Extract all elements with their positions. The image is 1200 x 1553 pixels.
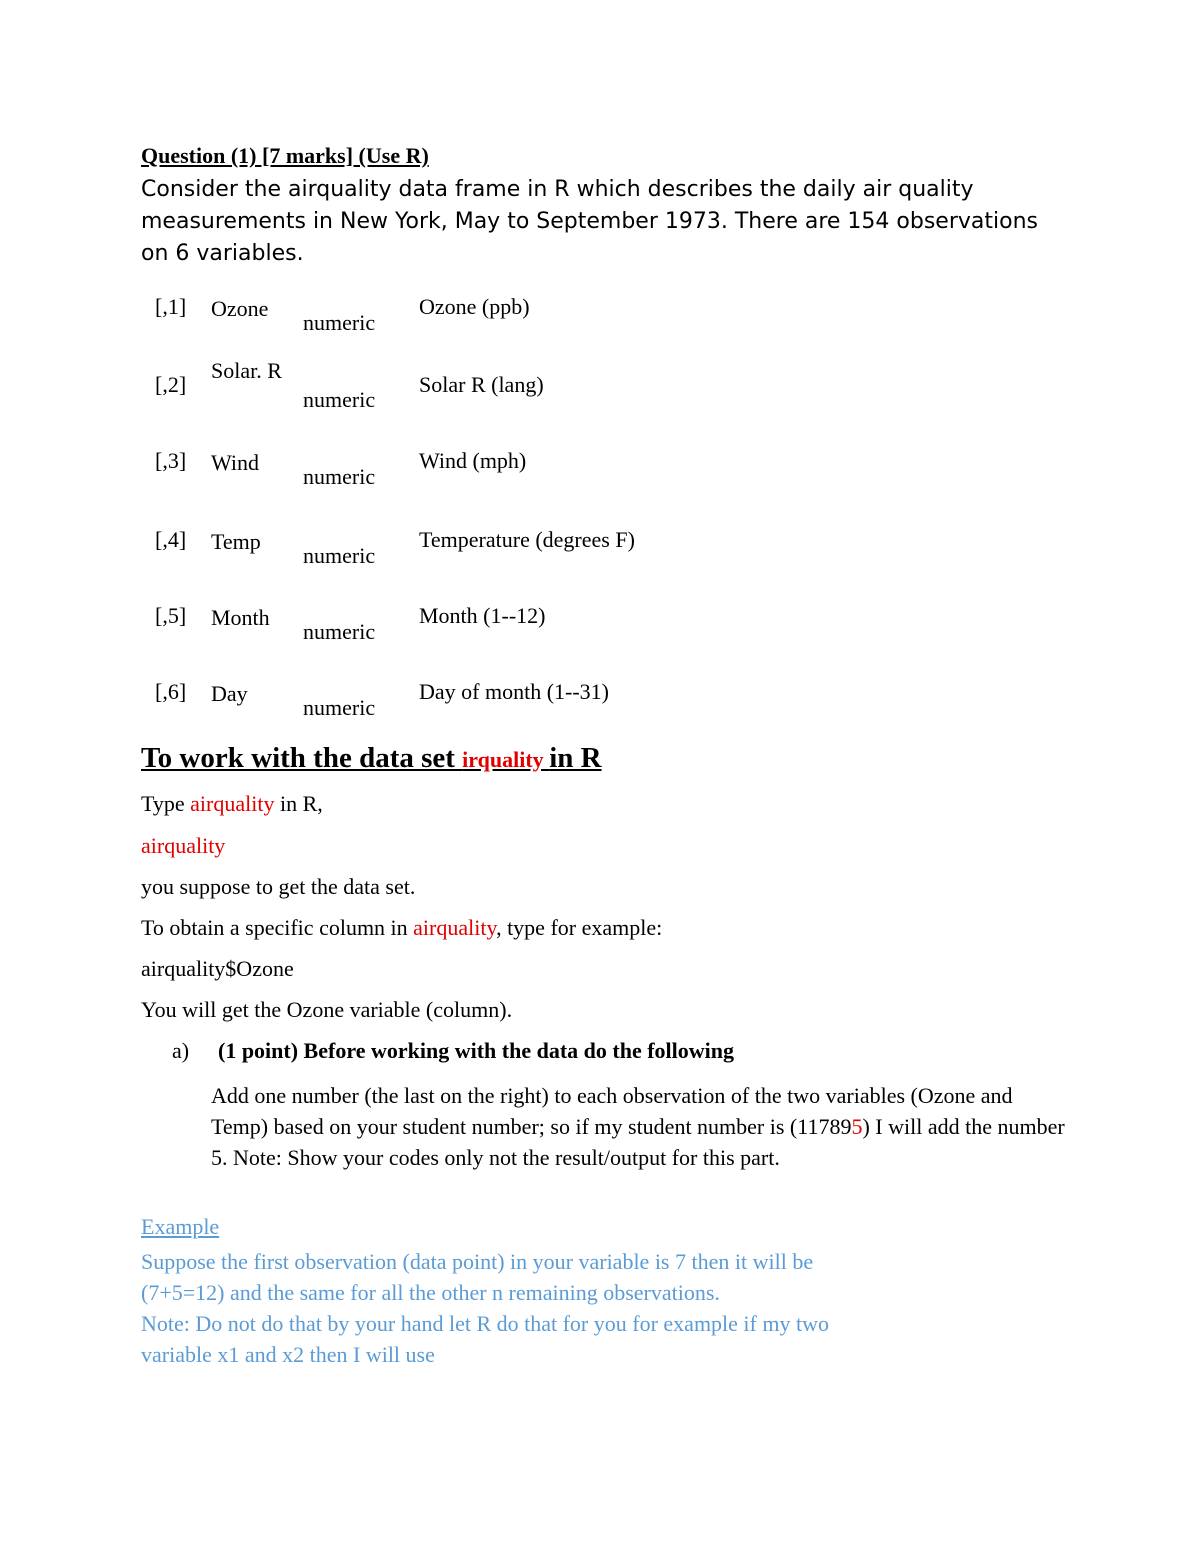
variable-type: numeric xyxy=(303,464,376,489)
dataset-name: airquality xyxy=(190,791,275,816)
variable-index: [,3] xyxy=(155,448,187,473)
heading-text: To work with the data set xyxy=(141,742,463,774)
code-example: airquality$Ozone xyxy=(141,956,294,981)
example-line-4: variable x1 and x2 then I will use xyxy=(141,1342,435,1367)
instruction-text: Type xyxy=(141,791,191,816)
variable-index: [,1] xyxy=(155,294,187,319)
question-title: Question (1) [7 marks] (Use R) xyxy=(141,143,429,168)
student-number-digit: 5 xyxy=(851,1114,863,1139)
dataset-name: airquality xyxy=(413,915,497,940)
obtain-text-end: , type for example: xyxy=(496,915,663,940)
example-line-3: Note: Do not do that by your hand let R do that for you for example if my two xyxy=(141,1311,829,1336)
variable-index: [,2] xyxy=(155,372,187,397)
variable-name: Solar. R xyxy=(211,358,282,383)
variable-type: numeric xyxy=(303,310,376,335)
obtain-column-line xyxy=(141,915,662,941)
instruction-text-end: in R, xyxy=(274,791,323,816)
obtain-text: To obtain a specific column in xyxy=(141,915,414,940)
variable-description: Temperature (degrees F) xyxy=(419,527,635,552)
part-a-body-text: Add one number (the last on the right) to each observation of the two variables (Ozone and Temp) based on your student number; so if my student number is (11789 xyxy=(211,1083,1013,1139)
variable-description: Ozone (ppb) xyxy=(419,294,530,319)
example-line-1: Suppose the first observation (data point) in your variable is 7 then it will be xyxy=(141,1249,814,1274)
heading-dataset-name: irquality xyxy=(462,747,550,772)
part-a-title: (1 point) Before working with the data do the following xyxy=(218,1038,734,1063)
variable-index: [,5] xyxy=(155,603,187,628)
variable-type: numeric xyxy=(303,387,376,412)
variable-index: [,6] xyxy=(155,679,187,704)
example-paragraph xyxy=(141,1246,1041,1370)
variable-description: Solar R (lang) xyxy=(419,372,544,397)
variable-name: Ozone xyxy=(211,296,269,321)
variable-description: Day of month (1--31) xyxy=(419,679,610,704)
variable-name: Temp xyxy=(211,529,261,554)
variable-type: numeric xyxy=(303,619,376,644)
question-intro: Consider the airquality data frame in R which describes the daily air quality measurements in New York, May to September 1973. There are 154 observations on 6 variables. xyxy=(141,177,1038,266)
variable-name: Day xyxy=(211,681,248,706)
variable-name: Month xyxy=(211,605,270,630)
variable-index: [,4] xyxy=(155,527,187,552)
section-heading xyxy=(141,742,602,775)
variable-description: Wind (mph) xyxy=(419,448,527,473)
variable-type: numeric xyxy=(303,543,376,568)
variable-name: Wind xyxy=(211,450,259,475)
heading-text-end: in R xyxy=(549,742,602,774)
example-line-2: (7+5=12) and the same for all the other n remaining observations. xyxy=(141,1280,720,1305)
code-line: airquality xyxy=(141,833,226,858)
variable-type: numeric xyxy=(303,695,376,720)
result-line: You will get the Ozone variable (column). xyxy=(141,997,513,1022)
part-a-body xyxy=(211,1080,1071,1173)
part-a-body-text-end: ) I will add the number 5. Note: Show your codes only not the result/output for this part. xyxy=(211,1114,1065,1170)
variable-description: Month (1--12) xyxy=(419,603,546,628)
part-a-label: a) xyxy=(172,1038,190,1063)
example-link[interactable]: Example xyxy=(141,1214,220,1239)
type-instruction xyxy=(141,791,323,817)
suppose-line: you suppose to get the data set. xyxy=(141,874,416,899)
